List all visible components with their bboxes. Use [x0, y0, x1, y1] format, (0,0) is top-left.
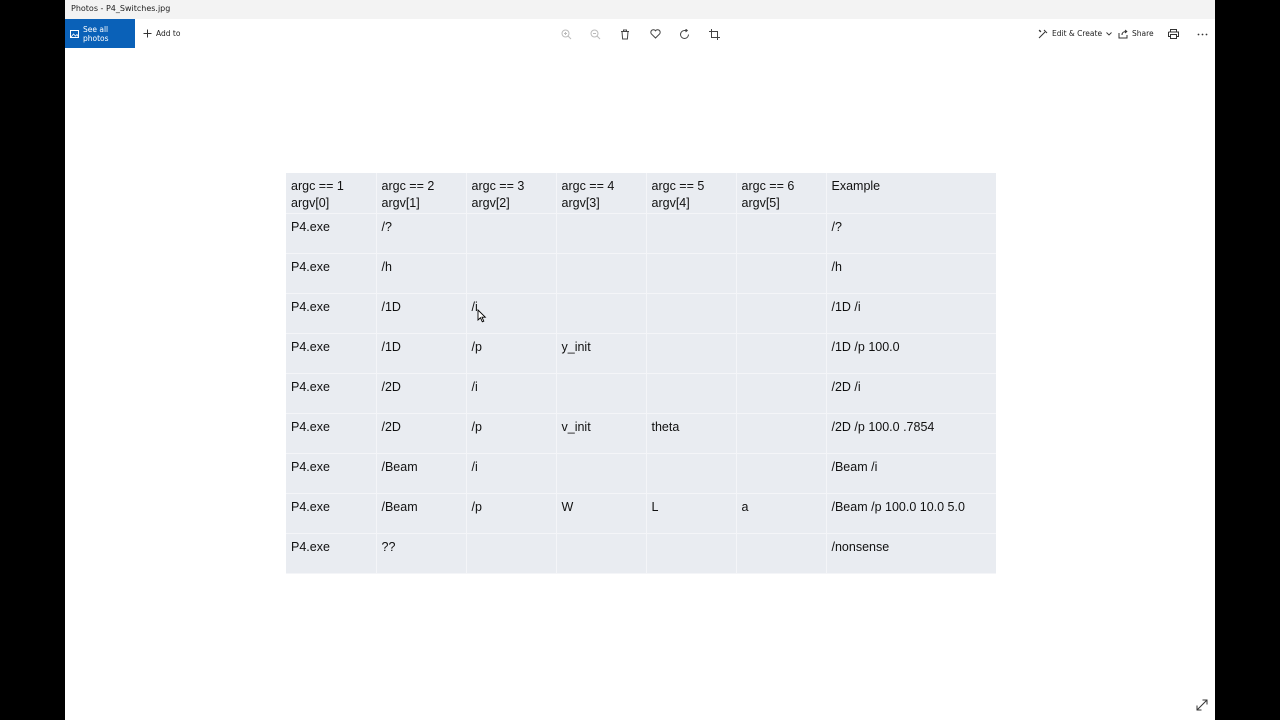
table-row — [286, 333, 996, 373]
table-body — [286, 213, 996, 573]
table-cell: /2D — [376, 413, 466, 453]
table-cell — [736, 413, 826, 453]
share-icon — [1118, 29, 1128, 39]
zoom-out-icon[interactable] — [587, 26, 603, 42]
switches-table — [286, 173, 996, 574]
edit-create-button[interactable] — [1038, 19, 1112, 48]
header-cell: argc == 3 argv[2] — [466, 173, 556, 213]
table-cell — [556, 253, 646, 293]
photo-viewer — [65, 48, 1215, 720]
table-cell: ?? — [376, 533, 466, 573]
title-bar — [65, 0, 1215, 19]
add-to-button[interactable] — [143, 19, 180, 48]
rotate-icon[interactable] — [676, 26, 692, 42]
see-all-photos-label: See all photos — [83, 24, 109, 43]
table-cell — [466, 533, 556, 573]
table-cell — [556, 533, 646, 573]
see-all-photos-button[interactable] — [65, 19, 135, 48]
table-cell — [736, 253, 826, 293]
table-cell: /2D — [376, 373, 466, 413]
table-cell: P4.exe — [286, 533, 376, 573]
table-cell: a — [736, 493, 826, 533]
edit-create-icon — [1038, 29, 1048, 39]
table-row — [286, 293, 996, 333]
table-cell: P4.exe — [286, 493, 376, 533]
table-row — [286, 213, 996, 253]
crop-icon[interactable] — [706, 26, 722, 42]
table-cell: /p — [466, 493, 556, 533]
table-cell: /? — [826, 213, 996, 253]
table-cell — [556, 373, 646, 413]
table-cell: /i — [466, 453, 556, 493]
table-cell — [736, 333, 826, 373]
table-row — [286, 453, 996, 493]
table-cell: /Beam /i — [826, 453, 996, 493]
table-row — [286, 373, 996, 413]
table-cell — [646, 533, 736, 573]
more-options-icon[interactable] — [1194, 26, 1210, 42]
table-cell: /2D /p 100.0 .7854 — [826, 413, 996, 453]
header-cell: Example — [826, 173, 996, 213]
mouse-cursor-icon — [477, 309, 487, 323]
table-cell: /? — [376, 213, 466, 253]
header-cell: argc == 6 argv[5] — [736, 173, 826, 213]
table-cell — [556, 213, 646, 253]
table-cell: /Beam — [376, 493, 466, 533]
table-cell: /2D /i — [826, 373, 996, 413]
header-cell: argc == 1 argv[0] — [286, 173, 376, 213]
table-cell — [736, 293, 826, 333]
table-cell: theta — [646, 413, 736, 453]
table-cell — [736, 373, 826, 413]
table-row — [286, 493, 996, 533]
table-cell: /1D — [376, 333, 466, 373]
table-cell — [646, 453, 736, 493]
table-cell — [646, 333, 736, 373]
table-cell — [466, 213, 556, 253]
table-cell — [736, 213, 826, 253]
favorite-heart-icon[interactable] — [647, 26, 663, 42]
table-cell: P4.exe — [286, 453, 376, 493]
table-cell: /h — [376, 253, 466, 293]
table-cell — [556, 293, 646, 333]
header-cell: argc == 4 argv[3] — [556, 173, 646, 213]
table-cell: v_init — [556, 413, 646, 453]
table-row — [286, 413, 996, 453]
table-cell — [646, 253, 736, 293]
share-label: Share — [1132, 29, 1154, 38]
table-row — [286, 253, 996, 293]
chevron-down-icon — [1106, 32, 1112, 36]
table-cell — [736, 453, 826, 493]
table-cell: /i — [466, 293, 556, 333]
window-title: Photos - P4_Switches.jpg — [71, 4, 171, 13]
table-cell: L — [646, 493, 736, 533]
photos-window — [65, 0, 1215, 720]
share-button[interactable] — [1118, 19, 1154, 48]
table-cell: y_init — [556, 333, 646, 373]
table-cell: /Beam — [376, 453, 466, 493]
edit-create-label: Edit & Create — [1052, 29, 1103, 38]
table-cell: /i — [466, 373, 556, 413]
table-row — [286, 533, 996, 573]
table-cell: /h — [826, 253, 996, 293]
table-cell — [646, 293, 736, 333]
table-cell: /p — [466, 413, 556, 453]
zoom-in-icon[interactable] — [558, 26, 574, 42]
table-cell — [736, 533, 826, 573]
delete-icon[interactable] — [617, 26, 633, 42]
toolbar — [65, 19, 1215, 48]
expand-fullscreen-icon[interactable] — [1194, 697, 1210, 713]
header-cell: argc == 2 argv[1] — [376, 173, 466, 213]
table-cell — [646, 213, 736, 253]
table-cell: W — [556, 493, 646, 533]
plus-icon — [143, 29, 152, 38]
table-cell: /nonsense — [826, 533, 996, 573]
header-cell: argc == 5 argv[4] — [646, 173, 736, 213]
table-cell: /p — [466, 333, 556, 373]
table-cell: P4.exe — [286, 253, 376, 293]
print-icon[interactable] — [1165, 26, 1181, 42]
table-cell: P4.exe — [286, 213, 376, 253]
table-cell: P4.exe — [286, 333, 376, 373]
table-cell — [646, 373, 736, 413]
table-cell: P4.exe — [286, 293, 376, 333]
table-cell: /1D — [376, 293, 466, 333]
add-to-label: Add to — [156, 29, 181, 38]
table-cell: P4.exe — [286, 413, 376, 453]
table-cell: /Beam /p 100.0 10.0 5.0 — [826, 493, 996, 533]
table-cell: /1D /p 100.0 — [826, 333, 996, 373]
photos-icon — [70, 30, 79, 38]
table-cell: P4.exe — [286, 373, 376, 413]
table-cell — [556, 453, 646, 493]
table-cell: /1D /i — [826, 293, 996, 333]
table-header-row — [286, 173, 996, 213]
table-cell — [466, 253, 556, 293]
